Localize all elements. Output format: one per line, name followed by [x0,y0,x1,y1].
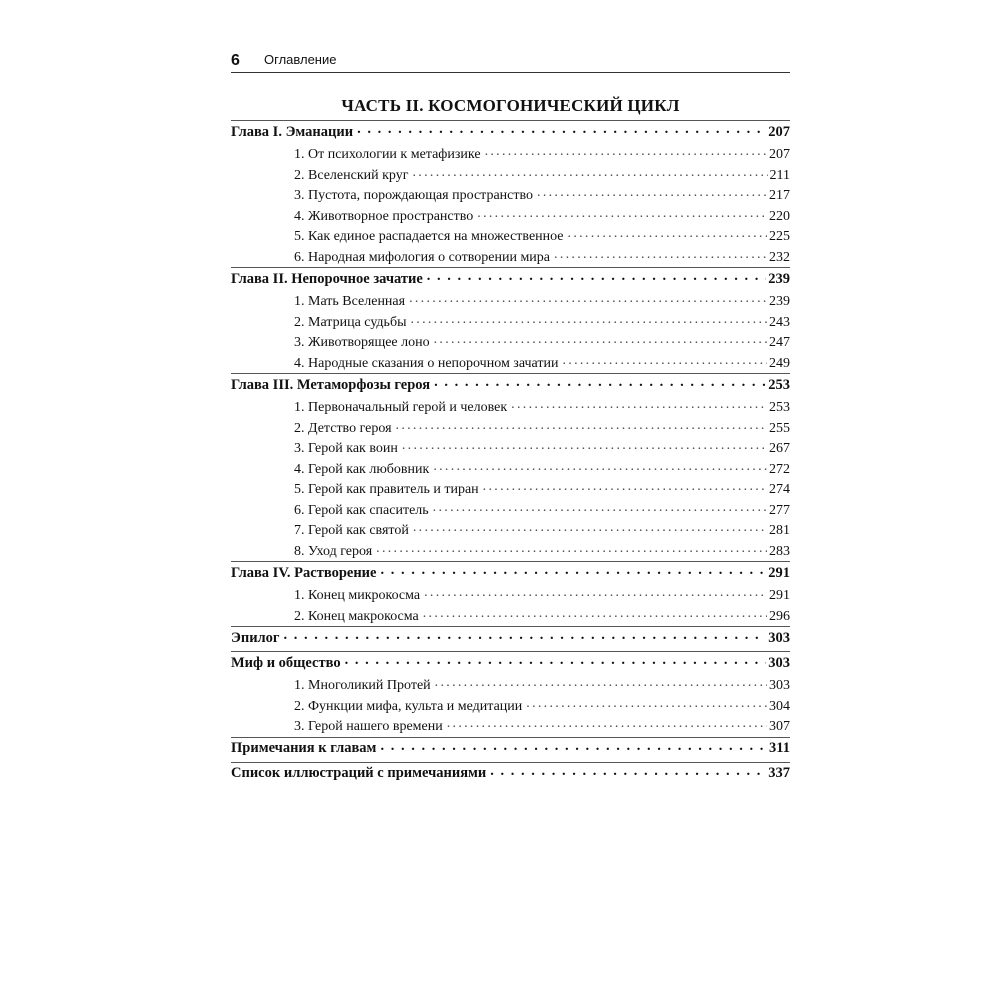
dot-leader [396,418,767,432]
running-title: Оглавление [264,52,337,67]
dot-leader [568,226,767,240]
toc-entry-title: 1. Мать Вселенная [294,294,406,309]
toc-chapter-entry[interactable] [231,374,790,397]
toc-chapter-entry[interactable] [231,121,790,144]
toc-chapter-entry[interactable] [231,763,790,787]
toc-chapter-entry[interactable] [231,268,790,291]
toc-entry-title: 1. Первоначальный герой и человек [294,400,508,415]
toc-entry-title: 5. Герой как правитель и тиран [294,482,479,497]
toc-entry-page: 249 [769,355,790,371]
toc-entry-page: 239 [769,294,790,309]
toc-section-entry[interactable] [231,312,790,333]
toc-section-entry[interactable] [231,438,790,459]
toc-entry-title: 6. Герой как спаситель [294,502,429,518]
toc-entry-title: 3. Пустота, порождающая пространство [294,188,534,203]
toc-chapter-entry[interactable] [231,627,790,651]
toc-entry-page: 304 [769,698,790,714]
toc-entry-page: 232 [769,249,790,265]
toc-entry-page: 274 [769,482,790,497]
dot-leader [490,763,766,778]
dot-leader [427,268,766,283]
toc-section-entry[interactable] [231,541,790,562]
toc-entry-page: 225 [769,229,790,244]
toc-entry-page: 303 [768,629,790,646]
toc-entry-page: 296 [769,608,790,624]
dot-leader [433,459,767,473]
dot-leader [483,479,767,493]
toc-entry-page: 253 [769,400,790,415]
toc-section-entry[interactable] [231,479,790,500]
toc-section-entry[interactable] [231,606,790,627]
toc-entry-page: 283 [769,543,790,559]
dot-leader [511,397,767,411]
toc-entry-title: Список иллюстраций с примечаниями [231,765,487,781]
toc-section-entry[interactable] [231,459,790,480]
toc-entry-title: 2. Функции мифа, культа и медитации [294,698,523,714]
toc-entry-title: 4. Животворное пространство [294,208,474,224]
toc-entry-title: 7. Герой как святой [294,523,409,538]
toc-entry-page: 267 [769,441,790,456]
dot-leader [435,675,767,689]
toc-entry-page: 311 [769,740,790,756]
toc-entry-title: 5. Как единое распадается на множественное [294,229,564,244]
dot-leader [413,165,768,179]
toc-entry-title: 3. Герой как воин [294,441,398,456]
dot-leader [526,696,767,710]
toc-section-entry[interactable] [231,675,790,696]
toc-entry-page: 255 [769,420,790,436]
toc-entry-title: 3. Животворящее лоно [294,335,430,350]
toc-entry-page: 253 [768,376,790,393]
toc-entry-page: 239 [768,270,790,287]
toc-entry-title: Глава III. Метаморфозы героя [231,376,431,393]
dot-leader [345,652,767,667]
toc-entry-title: 3. Герой нашего времени [294,719,443,734]
toc-entry-page: 303 [768,654,790,671]
toc-chapter-entry[interactable] [231,738,790,762]
toc-entry-title: 2. Конец макрокосма [294,608,419,624]
dot-leader [409,291,767,305]
toc-entry-title: 4. Народные сказания о непорочном зачатии [294,355,559,371]
toc-entry-page: 291 [768,564,790,581]
toc-section-entry[interactable] [231,397,790,418]
toc-entry-title: 1. Многоликий Протей [294,678,431,693]
toc-entry-title: 6. Народная мифология о сотворении мира [294,249,551,265]
dot-leader [562,353,767,367]
dot-leader [380,562,766,577]
dot-leader [434,374,766,389]
toc-section-entry[interactable] [231,500,790,521]
toc-section-entry[interactable] [231,144,790,165]
toc-entry-title: Глава II. Непорочное зачатие [231,270,423,287]
toc-entry-page: 291 [769,588,790,603]
toc-entry-page: 220 [769,208,790,224]
toc-chapter-entry[interactable] [231,562,790,585]
toc-section-entry[interactable] [231,585,790,606]
dot-leader [537,185,767,199]
toc-section-entry[interactable] [231,226,790,247]
toc-entry-page: 211 [769,167,790,183]
toc-section-entry[interactable] [231,185,790,206]
part-title: ЧАСТЬ II. КОСМОГОНИЧЕСКИЙ ЦИКЛ [341,96,680,115]
table-of-contents [231,120,790,787]
toc-section-entry[interactable] [231,206,790,227]
toc-entry-title: Миф и общество [231,654,341,671]
toc-entry-page: 247 [769,335,790,350]
dot-leader [413,520,767,534]
dot-leader [380,738,767,753]
toc-section-entry[interactable] [231,353,790,374]
toc-entry-title: 2. Вселенский круг [294,167,409,183]
page-header [231,50,790,73]
toc-entry-title: Глава IV. Растворение [231,564,377,581]
dot-leader [357,121,766,136]
dot-leader [423,606,767,620]
toc-chapter-entry[interactable] [231,652,790,675]
toc-section-entry[interactable] [231,291,790,312]
dot-leader [376,541,767,555]
dot-leader [433,500,767,514]
toc-entry-title: 8. Уход героя [294,543,373,559]
toc-section-entry[interactable] [231,247,790,268]
dot-leader [485,144,767,158]
toc-entry-title: Примечания к главам [231,740,377,756]
toc-entry-title: 1. Конец микрокосма [294,588,421,603]
dot-leader [424,585,767,599]
toc-entry-page: 337 [768,765,790,781]
dot-leader [477,206,767,220]
toc-entry-title: 1. От психологии к метафизике [294,147,481,162]
dot-leader [447,716,767,730]
toc-section-entry[interactable] [231,696,790,717]
toc-entry-title: 2. Детство героя [294,420,392,436]
toc-section-entry[interactable] [231,418,790,439]
toc-entry-page: 207 [768,123,790,140]
toc-entry-title: 4. Герой как любовник [294,461,430,477]
toc-section-entry[interactable] [231,716,790,737]
toc-entry-page: 217 [769,188,790,203]
toc-section-entry[interactable] [231,165,790,186]
toc-entry-page: 207 [769,147,790,162]
page-number: 6 [231,52,240,69]
toc-entry-page: 243 [769,314,790,330]
dot-leader [402,438,767,452]
toc-entry-page: 303 [769,678,790,693]
toc-entry-title: Глава I. Эманации [231,123,354,140]
toc-section-entry[interactable] [231,520,790,541]
dot-leader [284,627,767,642]
toc-entry-title: Эпилог [231,629,280,646]
toc-entry-page: 277 [769,502,790,518]
toc-entry-page: 281 [769,523,790,538]
dot-leader [410,312,767,326]
toc-section-entry[interactable] [231,332,790,353]
dot-leader [434,332,767,346]
toc-entry-title: 2. Матрица судьбы [294,314,407,330]
toc-entry-page: 307 [769,719,790,734]
dot-leader [554,247,767,261]
toc-entry-page: 272 [769,461,790,477]
